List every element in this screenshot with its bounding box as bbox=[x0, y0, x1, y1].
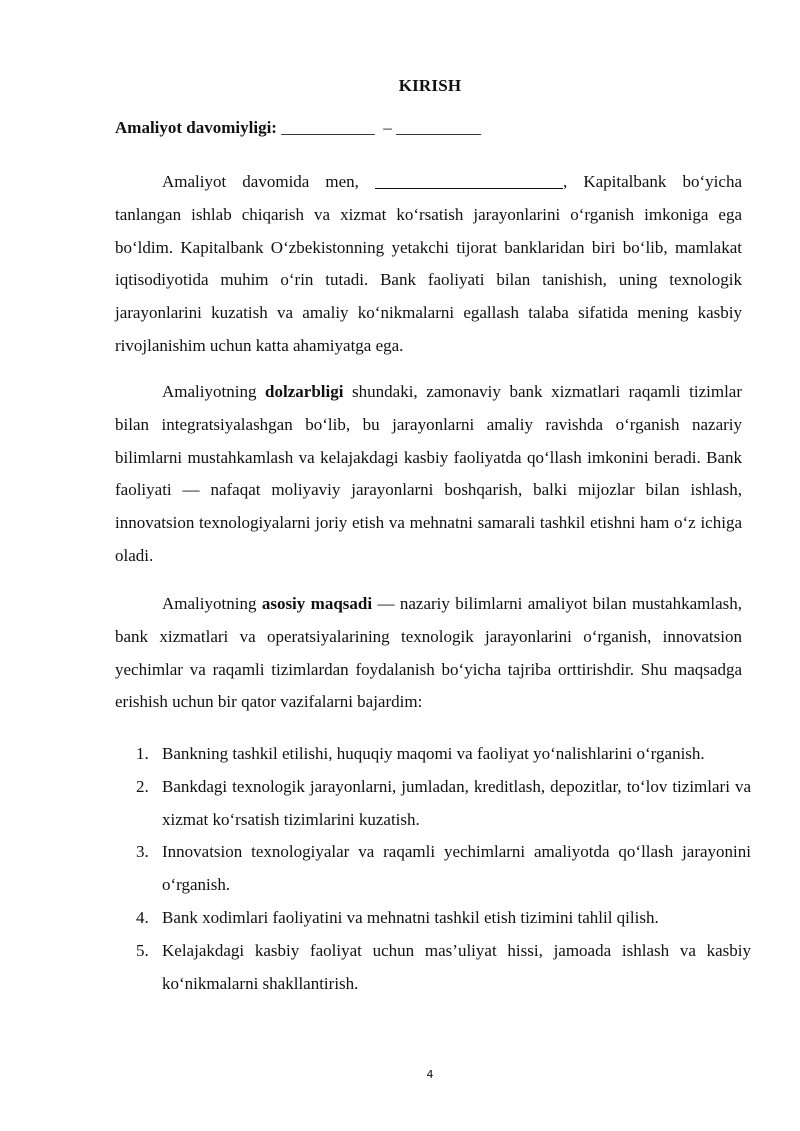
paragraph-relevance-rest: shundaki, zamonaviy bank xizmatlari raqamli tizimlar bilan integratsiyalashgan bo‘lib, bu jarayonlarni amaliy ravishda o‘rganish nazariy bilimlarni mustahkamlash va kelajakdagi kasbiy faoliyatda qo‘llash imkonini beradi. Bank faoliyati — nafaqat moliyaviy jarayonlarni boshqarish, balki mijozlar bilan ishlash, innovatsion texnologiyalarni joriy etish va mehnatni samarali tashkil etishni ham o‘z ichiga oladi. bbox=[115, 382, 742, 565]
list-item bbox=[115, 738, 751, 771]
paragraph-intro bbox=[115, 166, 742, 363]
paragraph-intro-rest: , Kapitalbank bo‘yicha tanlangan ishlab chiqarish va xizmat ko‘rsatish jarayonlarini o‘rganish imkoniga ega bo‘ldim. Kapitalbank O‘zbekistonning yetakchi tijorat banklaridan biri bo‘lib, mamlakat iqtisodiyotida muhim o‘rin tutadi. Bank faoliyati bilan tanishish, uning texnologik jarayonlarini kuzatish va amaliy ko‘nikmalarni egallash talaba sifatida mening kasbiy rivojlanishim uchun katta ahamiyatga ega. bbox=[115, 172, 742, 355]
list-item-number: 1. bbox=[136, 744, 149, 763]
paragraph-relevance-start: Amaliyotning bbox=[162, 382, 266, 401]
list-item bbox=[115, 836, 751, 902]
duration-label: Amaliyot davomiyligi: bbox=[115, 118, 277, 137]
task-list bbox=[115, 738, 751, 1000]
list-item-text: Kelajakdagi kasbiy faoliyat uchun mas’uliyat hissi, jamoada ishlash va kasbiy ko‘nikmalarni shakllantirish. bbox=[162, 940, 751, 993]
list-item-text: Bankdagi texnologik jarayonlarni, jumladan, kreditlash, depozitlar, to‘lov tizimlari va xizmat ko‘rsatish tizimlarini kuzatish. bbox=[162, 776, 751, 829]
list-item bbox=[115, 771, 751, 837]
list-item bbox=[115, 935, 751, 1001]
list-item-text: Bankning tashkil etilishi, huquqiy maqomi va faoliyat yo‘nalishlarini o‘rganish. bbox=[162, 744, 705, 763]
list-item-number: 2. bbox=[136, 776, 149, 796]
paragraph-goal bbox=[115, 588, 742, 719]
paragraph-intro-start: Amaliyot davomida men, bbox=[162, 172, 376, 191]
list-item bbox=[115, 902, 751, 935]
paragraph-relevance bbox=[115, 376, 742, 573]
paragraph-goal-rest: — nazariy bilimlarni amaliyot bilan mustahkamlash, bank xizmatlari va operatsiyalarining texnologik jarayonlarini o‘rganish, innovatsion yechimlar va raqamli tizimlardan foydalanish bo‘yicha tajriba orttirishdir. Shu maqsadga erishish uchun bir qator vazifalarni bajardim: bbox=[115, 594, 742, 712]
page-number: 4 bbox=[426, 1068, 434, 1081]
list-item-number: 4. bbox=[136, 907, 149, 927]
page-title: KIRISH bbox=[398, 76, 462, 95]
paragraph-goal-start: Amaliyotning bbox=[162, 594, 262, 613]
list-item-number: 3. bbox=[136, 842, 149, 862]
duration-line bbox=[115, 118, 481, 138]
goal-term: asosiy maqsadi bbox=[261, 594, 373, 613]
list-item-text: Innovatsion texnologiyalar va raqamli yechimlarni amaliyotda qo‘llash jarayonini o‘rganish. bbox=[162, 842, 751, 895]
relevance-term: dolzarbligi bbox=[265, 382, 344, 401]
duration-blanks: ___________ – __________ bbox=[276, 118, 481, 137]
list-item-number: 5. bbox=[136, 940, 149, 960]
list-item-text: Bank xodimlari faoliyatini va mehnatni tashkil etish tizimini tahlil qilish. bbox=[162, 907, 659, 927]
name-blank-line bbox=[375, 172, 563, 189]
